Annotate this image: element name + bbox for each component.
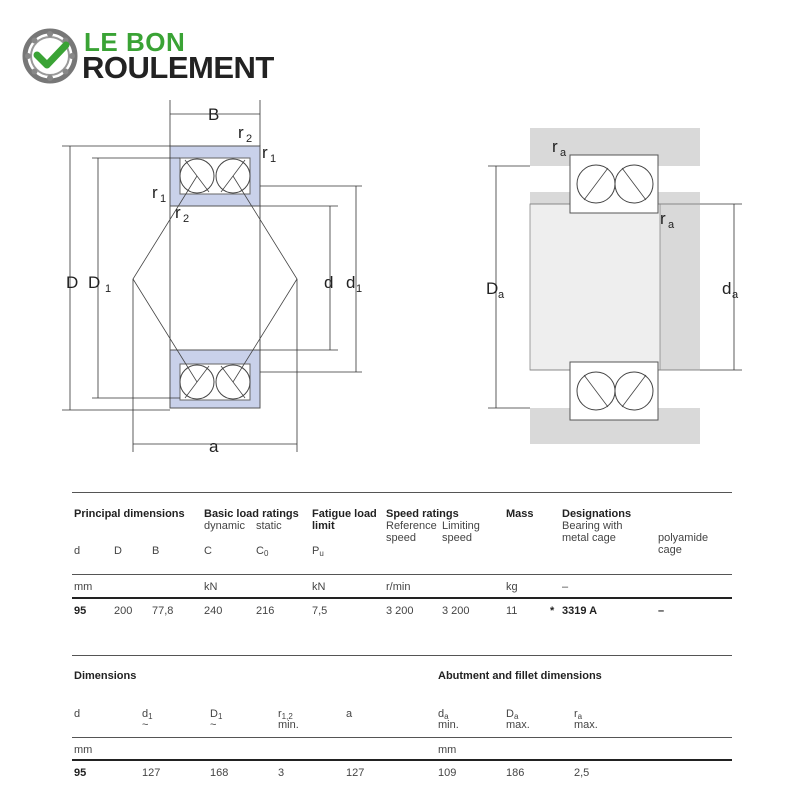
symbol-Pu xyxy=(312,545,324,560)
header-dynamic: dynamic xyxy=(204,520,245,532)
value-d1: 127 xyxy=(142,767,161,779)
label-ra-top: r xyxy=(552,137,558,156)
symbol-d1-approx: ~ xyxy=(142,719,149,731)
label-r1-left: r xyxy=(152,183,158,202)
header-polyamide: polyamide xyxy=(658,532,709,544)
unit-mm-abutment: mm xyxy=(438,744,457,756)
symbol-da-main: d xyxy=(438,708,445,720)
header-principal-dimensions: Principal dimensions xyxy=(74,508,185,520)
symbol-d: d xyxy=(74,708,81,720)
label-r1-top: r xyxy=(262,143,268,162)
value-B: 77,8 xyxy=(152,605,174,617)
header-fatigue-limit: limit xyxy=(312,520,335,532)
unit-kg: kg xyxy=(506,581,518,593)
label-d1: d xyxy=(346,273,356,292)
value-da: 109 xyxy=(438,767,457,779)
header-static: static xyxy=(256,520,282,532)
value-C: 240 xyxy=(204,605,223,617)
label-Da: D xyxy=(486,279,499,298)
value-designation[interactable]: 3319 A xyxy=(562,605,598,617)
symbol-da-min: min. xyxy=(438,719,459,731)
label-Da-sub: a xyxy=(498,289,505,301)
value-C0: 216 xyxy=(256,605,275,617)
symbol-Da-main: D xyxy=(506,708,514,720)
symbol-d1-sub: 1 xyxy=(148,712,153,721)
symbol-Pu-main: P xyxy=(312,545,320,557)
header-dimensions: Dimensions xyxy=(74,670,137,682)
unit-rmin: r/min xyxy=(386,581,411,593)
header-speed-ratings: Speed ratings xyxy=(386,508,459,520)
header-basic-load-ratings: Basic load ratings xyxy=(204,508,299,520)
symbol-D1-approx: ~ xyxy=(210,719,217,731)
header-abutment-fillet: Abutment and fillet dimensions xyxy=(438,670,602,682)
value-d: 95 xyxy=(74,605,87,617)
value-star: * xyxy=(550,605,555,617)
label-d: d xyxy=(324,273,334,292)
symbol-d: d xyxy=(74,545,81,557)
symbol-B: B xyxy=(152,545,160,557)
symbol-r12-main: r xyxy=(278,708,282,720)
value-a: 127 xyxy=(346,767,365,779)
symbol-r12-sub: 1,2 xyxy=(281,712,293,721)
label-D1: D xyxy=(88,273,101,292)
symbol-ra-max: max. xyxy=(574,719,598,731)
symbol-C: C xyxy=(204,545,212,557)
divider xyxy=(72,574,732,575)
symbol-a: a xyxy=(346,708,353,720)
unit-dash: – xyxy=(562,581,569,593)
label-r1-left-sub: 1 xyxy=(160,193,167,205)
logo-text-line2: ROULEMENT xyxy=(82,50,274,85)
mounting-drawing xyxy=(486,128,742,444)
unit-mm: mm xyxy=(74,581,93,593)
symbol-d1-main: d xyxy=(142,708,149,720)
label-da-sub: a xyxy=(732,289,739,301)
label-d1-sub: 1 xyxy=(356,283,363,295)
header-reference: Reference xyxy=(386,520,437,532)
header-limiting-speed: speed xyxy=(442,532,472,544)
value-r12: 3 xyxy=(278,767,285,779)
symbol-Da-max: max. xyxy=(506,719,530,731)
header-fatigue: Fatigue load xyxy=(312,508,377,520)
header-polyamide-cage: cage xyxy=(658,544,682,556)
label-ra-right-sub: a xyxy=(668,219,675,231)
header-bearing-with: Bearing with xyxy=(562,520,623,532)
symbol-ra-sub: a xyxy=(577,712,583,721)
divider xyxy=(72,737,732,738)
symbol-ra-main: r xyxy=(574,708,578,720)
unit-kN-ratings: kN xyxy=(204,581,218,593)
divider xyxy=(72,655,732,656)
ratings-table xyxy=(72,492,732,617)
value-reference-speed: 3 200 xyxy=(386,605,414,617)
divider xyxy=(72,597,732,599)
symbol-D1-sub: 1 xyxy=(217,712,223,721)
label-a: a xyxy=(209,437,219,456)
label-D1-sub: 1 xyxy=(105,283,112,295)
symbol-Da-sub: a xyxy=(513,712,519,721)
symbol-C0 xyxy=(256,545,268,560)
label-da: d xyxy=(722,279,732,298)
value-mass: 11 xyxy=(506,605,518,617)
label-r2-left: r xyxy=(175,203,181,222)
symbol-C0-sub: 0 xyxy=(263,549,269,558)
value-Pu: 7,5 xyxy=(312,605,328,617)
value-D1: 168 xyxy=(210,767,229,779)
value-Da: 186 xyxy=(506,767,525,779)
cross-section xyxy=(62,100,362,456)
value-ra: 2,5 xyxy=(574,767,590,779)
label-r2-top: r xyxy=(238,123,244,142)
value-D: 200 xyxy=(114,605,133,617)
symbol-D: D xyxy=(114,545,122,557)
header-limiting: Limiting xyxy=(442,520,480,532)
symbol-r12-min: min. xyxy=(278,719,299,731)
label-r2-top-sub: 2 xyxy=(246,133,253,145)
label-ra-top-sub: a xyxy=(560,147,567,159)
label-r2-left-sub: 2 xyxy=(183,213,190,225)
header-designations: Designations xyxy=(562,508,632,520)
value-limiting-speed: 3 200 xyxy=(442,605,470,617)
header-mass: Mass xyxy=(506,508,534,520)
label-r1-top-sub: 1 xyxy=(270,153,277,165)
unit-mm-dimensions: mm xyxy=(74,744,93,756)
symbol-Pu-sub: u xyxy=(319,549,324,558)
label-B: B xyxy=(208,105,220,124)
symbol-D1-main: D xyxy=(210,708,218,720)
dimensions-table xyxy=(72,655,732,785)
symbol-da-sub: a xyxy=(444,712,449,721)
header-metal-cage: metal cage xyxy=(562,532,616,544)
symbol-C0-main: C xyxy=(256,545,264,557)
label-ra-right: r xyxy=(660,209,666,228)
logo-text-line1: LE BON xyxy=(84,27,186,57)
value-polyamide: – xyxy=(658,605,665,617)
divider xyxy=(72,492,732,493)
header-reference-speed: speed xyxy=(386,532,416,544)
label-D: D xyxy=(66,273,79,292)
unit-kN-fatigue: kN xyxy=(312,581,326,593)
divider xyxy=(72,759,732,761)
value-d: 95 xyxy=(74,767,87,779)
